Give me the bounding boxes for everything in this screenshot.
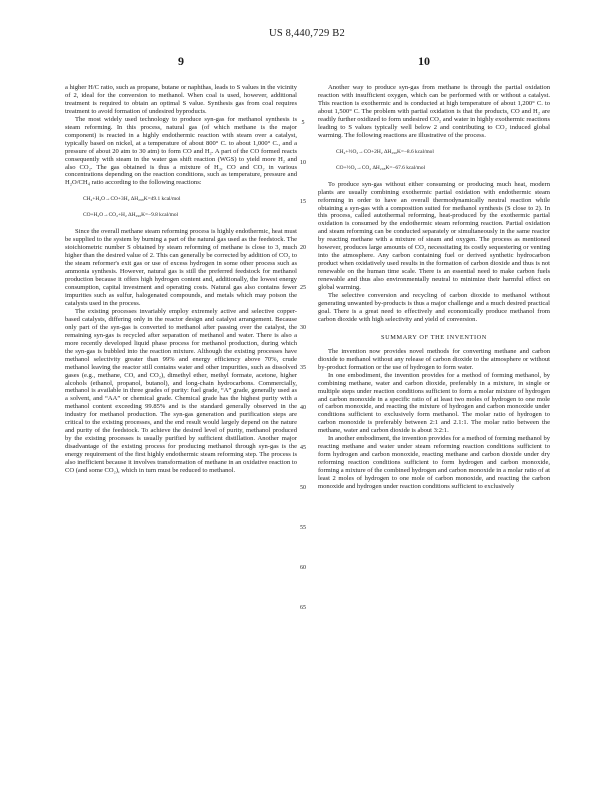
line-number: 35 <box>300 365 306 371</box>
line-number: 5 <box>301 120 305 126</box>
page-number-right: 10 <box>418 54 430 68</box>
line-number: 30 <box>300 325 306 331</box>
line-number: 65 <box>300 605 306 611</box>
section-title: SUMMARY OF THE INVENTION <box>381 333 487 341</box>
patent-number: US 8,440,729 B2 <box>269 28 345 39</box>
paragraph: The most widely used technology to produce syn-gas for methanol synthesis is steam reforming. In this process, natural gas (of which methane is the major component) is reacted in a highly endothermic reaction with steam over a catalyst, typically based on nickel, at a temperature of about 800° C. to about 1,000° C., and a pressure of about 20 atm to 30 atm) to form CO and H₂. A part of the CO formed reacts consequently with steam in the water gas shift reaction (WGS) to yield more H₂ and also CO₂. The gas obtained is thus a mixture of H₂, CO and CO₂ in various concentrations depending on the reaction conditions, such as temperature, pressure and H₂O/CH₄ ratio according to the following reactions: <box>65 115 297 187</box>
paragraph: To produce syn-gas without either consuming or producing much heat, modern plants are usually combining exothermic partial oxidation with endothermic steam reforming in order to have an overall thermodynamically neutral reaction while obtaining a syn-gas with a composition suited for methanol synthesis (S close to 2). In this process, called autothermal reforming, heat-produced by the exothermic partial oxidation is consumed by the endothermic steam reforming reaction. Partial oxidation and steam reforming can be conducted separately or simultaneously in the same reactor by reacting methane with a mixture of steam and oxygen. The process as mentioned however, produces large amounts of CO₂ necessitating its costly sequestering or venting into the atmosphere. Any carbon containing fuel or derived synthetic hydrocarbon product when oxidatively used results in the formation of carbon dioxide and thus is not renewable on the human time scale. There is an essential need to make carbon fuels renewable and thus also environmentally neutral to minimize their harmful effect on global warming. <box>318 180 550 292</box>
line-number: 55 <box>300 525 306 531</box>
line-number: 10 <box>300 160 306 166</box>
line-number: 15 <box>300 199 306 205</box>
equation: CH₄+½O₂→CO+2H₂ ΔH₂₉₈K=−8.6 kcal/mol <box>336 148 434 155</box>
equation: CO+H₂O→CO₂+H₂ ΔH₂₉₈K=−9.8 kcal/mol <box>83 212 179 219</box>
paragraph: Since the overall methane steam reforming process is highly endothermic, heat must be supplied to the system by burning a part of the natural gas used as the feedstock. The stoichiometric number S obtained by steam reforming of methane is close to 3, much higher than the desired value of 2. This can generally be corrected by addition of CO₂ to the steam reformer's exit gas or use of excess hydrogen in some other process such as ammonia synthesis. However, natural gas is still the preferred feedstock for methanol production because it offers high hydrogen content and, additionally, the lowest energy consumption, capital investment and operating costs. Natural gas also contains fewer impurities such as sulfur, halogenated compounds, and metals which may poison the catalysts used in the process. <box>65 228 297 307</box>
paragraph: The selective conversion and recycling of carbon dioxide to methanol without generating unwanted by-products is thus a major challenge and a much desired practical goal. There is a great need to effectively and economically produce methanol from carbon dioxide with high selectivity and yield of conversion. <box>318 292 550 323</box>
line-number: 60 <box>300 565 306 571</box>
right-column <box>318 84 550 491</box>
line-number: 20 <box>300 245 306 251</box>
paragraph: Another way to produce syn-gas from methane is through the partial oxidation reaction with insufficient oxygen, which can be performed with or without a catalyst. This reaction is exothermic and is conducted at high temperature of about 1,200° C. to about 1,500° C. The problem with partial oxidation is that the products, CO and H₂ are readily further oxidized to form undesired CO₂ and water in highly exothermic reactions leading to S values typically well below 2 and contributing to CO₂ induced global warming. The following reactions are illustrative of the process. <box>318 84 550 139</box>
line-number: 50 <box>300 485 306 491</box>
line-number: 45 <box>300 445 306 451</box>
equation: CH₄+H₂O→CO+3H₂ ΔH₂₉₈K=49.1 kcal/mol <box>83 196 181 203</box>
line-number: 25 <box>300 285 306 291</box>
paragraph: a higher H/C ratio, such as propane, butane or naphthas, leads to S values in the vicinity of 2, ideal for the conversion to methanol. When coal is used, however, additional treatment is required to obtain an optimal S value. Synthesis gas from coal requires treatment to avoid formation of undesired byproducts. <box>65 84 297 115</box>
equation: CO+½O₂→CO₂ ΔH₂₉₈K=−67.6 kcal/mol <box>336 164 426 171</box>
line-number: 40 <box>300 405 306 411</box>
paragraph: The invention now provides novel methods for converting methane and carbon dioxide to methanol without any release of carbon dioxide to the atmosphere or without by-product formation or the use of hydrogen to form water. <box>318 347 550 371</box>
paragraph: The existing processes invariably employ extremely active and selective copper-based catalysts, differing only in the reactor design and catalyst arrangement. Because only part of the syn-gas is converted to methanol after passing over the catalyst, the remaining syn-gas is recycled after separation of methanol and water. There is also a more recently developed liquid phase process for methanol production, during which the syn-gas is bubbled into the reaction mixture. Although the existing processes have methanol selectivity greater than 99% and energy efficiency above 70%, crude methanol leaving the reactor still contains water and other impurities, such as dissolved gases (e.g., methane, CO, and CO₂), dimethyl ether, methyl formate, acetone, higher alcohols (ethanol, propanol, butanol), and long-chain hydrocarbons. Commercially, methanol is available in three grades of purity: fuel grade, “A” grade, generally used as a solvent, and “AA” or chemical grade. Chemical grade has the highest purity with a methanol content exceeding 99.85% and is the standard generally observed in the industry for methanol production. The syn-gas generation and purification steps are critical to the existing processes, and the end result would largely depend on the nature and purity of the feedstock. To achieve the desired level of purity, methanol produced by the existing processes is usually purified by sufficient distillation. Another major disadvantage of the existing process for producing methanol through syn-gas is the energy requirement of the first highly endothermic steam reforming step. The process is also inefficient because it involves transformation of methane in an oxidative reaction to CO (and some CO₂), which in turn must be reduced to methanol. <box>65 307 297 474</box>
paragraph: In another embodiment, the invention provides for a method of forming methanol by reacting methane and water under steam reforming reaction conditions sufficient to form hydrogen and carbon monoxide, reacting methane and carbon dioxide under dry reforming reaction conditions sufficient to form hydrogen and carbon monoxide, forming a mixture of the combined hydrogen and carbon monoxide in a molar ratio of at least 2 moles of hydrogen to one mole of carbon monoxide, and reacting the carbon monoxide and hydrogen under reaction conditions sufficient to exclusively <box>318 435 550 490</box>
left-column <box>65 84 297 475</box>
page-number-left: 9 <box>178 54 184 68</box>
paragraph: In one embodiment, the invention provides for a method of forming methanol, by combining methane, water and carbon dioxide, preferably in a mixture, in single or multiple steps under reaction conditions sufficient to form a molar mixture of hydrogen and carbon monoxide in a specific ratio of at least two moles of hydrogen to one mole of carbon monoxide, and reacting the mixture of hydrogen and carbon monoxide under conditions sufficient to exclusively form methanol. The molar ratio of hydrogen to carbon monoxide is preferably between 2:1 and 2.1:1. The molar ratio between the methane, water and carbon dioxide is about 3:2:1. <box>318 371 550 435</box>
